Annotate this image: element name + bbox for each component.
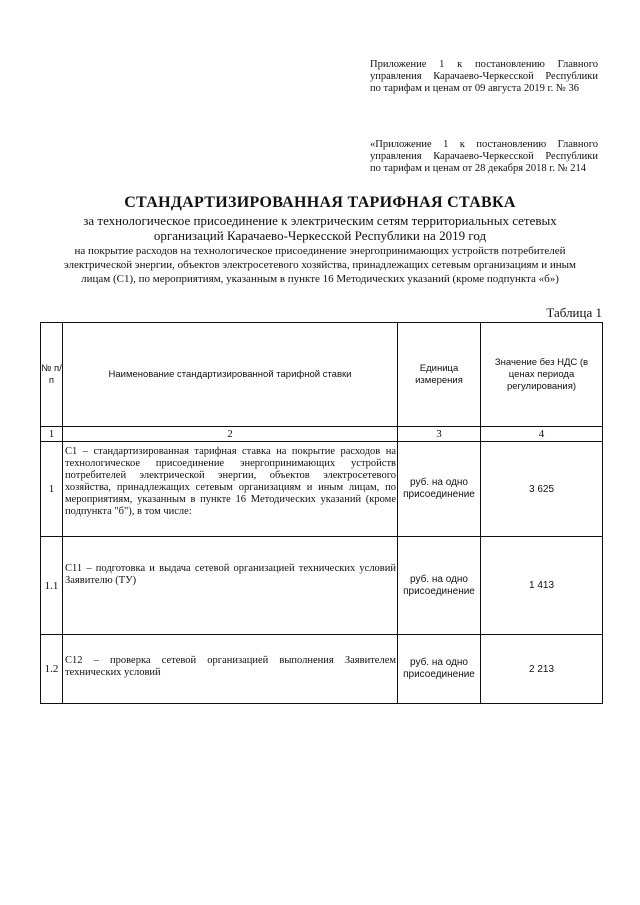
scope-line: лицам (C1), по мероприятиям, указанным в пункте 16 Методических указаний (кроме подпункта «б»): [81, 273, 559, 285]
header-value: Значение без НДС (в ценах периода регулирования): [481, 323, 603, 427]
appendix-line: управления Карачаево-Черкесской Республики: [370, 151, 598, 162]
document-title: СТАНДАРТИЗИРОВАННАЯ ТАРИФНАЯ СТАВКА: [124, 194, 516, 211]
table-row: [41, 442, 603, 537]
row-name: C12 – проверка сетевой организацией выполнения Заявителем технических условий: [63, 635, 398, 704]
header-name: Наименование стандартизированной тарифной ставки: [63, 323, 398, 427]
row-unit: руб. на одно присоединение: [398, 442, 481, 537]
row-value: 3 625: [481, 442, 603, 537]
appendix-reference-current: [370, 59, 598, 95]
row-unit: руб. на одно присоединение: [398, 537, 481, 635]
table-column-numbers-row: [41, 427, 603, 442]
column-number: 3: [398, 427, 481, 442]
table-row: [41, 537, 603, 635]
row-value: 1 413: [481, 537, 603, 635]
table-header-row: [41, 323, 603, 427]
appendix-line: по тарифам и ценам от 28 декабря 2018 г. № 214: [370, 163, 587, 174]
subtitle-line: за технологическое присоединение к электрическим сетям территориальных сетевых: [83, 213, 557, 228]
column-number: 1: [41, 427, 63, 442]
document-subtitle: [30, 213, 610, 243]
row-number: 1: [41, 442, 63, 537]
tariff-table: [40, 322, 603, 704]
column-number: 2: [63, 427, 398, 442]
column-number: 4: [481, 427, 603, 442]
appendix-line: «Приложение 1 к постановлению Главного: [370, 139, 598, 150]
row-unit: руб. на одно присоединение: [398, 635, 481, 704]
scope-line: на покрытие расходов на технологическое присоединение энергопринимающих устройств потребителей: [74, 245, 566, 257]
table-row: [41, 635, 603, 704]
row-number: 1.1: [41, 537, 63, 635]
appendix-line: Приложение 1 к постановлению Главного: [370, 59, 598, 70]
row-number: 1.2: [41, 635, 63, 704]
appendix-line: управления Карачаево-Черкесской Республики: [370, 71, 598, 82]
table-caption: Таблица 1: [546, 305, 602, 320]
scope-line: электрической энергии, объектов электросетевого хозяйства, принадлежащих сетевым организациям и иным: [63, 259, 577, 271]
row-value: 2 213: [481, 635, 603, 704]
subtitle-line: организаций Карачаево-Черкесской Республики на 2019 год: [153, 228, 487, 243]
appendix-line: по тарифам и ценам от 09 августа 2019 г. № 36: [370, 83, 579, 94]
header-number: № п/п: [41, 323, 63, 427]
appendix-reference-previous: [370, 139, 598, 175]
document-scope-description: [30, 244, 610, 286]
header-unit: Единица измерения: [398, 323, 481, 427]
row-name: C11 – подготовка и выдача сетевой организацией технических условий Заявителю (ТУ): [63, 537, 398, 635]
row-name: C1 – стандартизированная тарифная ставка на покрытие расходов на технологическое присоединение энергопринимающих устройств потребителей электрической энергии, объектов электросетевого хозяйства, принадлежащих сетевым организациям и иным лицам, по мероприятиям, указанным в пункте 16 Методических указаний (кроме подпункта "б"), в том числе:: [63, 442, 398, 537]
